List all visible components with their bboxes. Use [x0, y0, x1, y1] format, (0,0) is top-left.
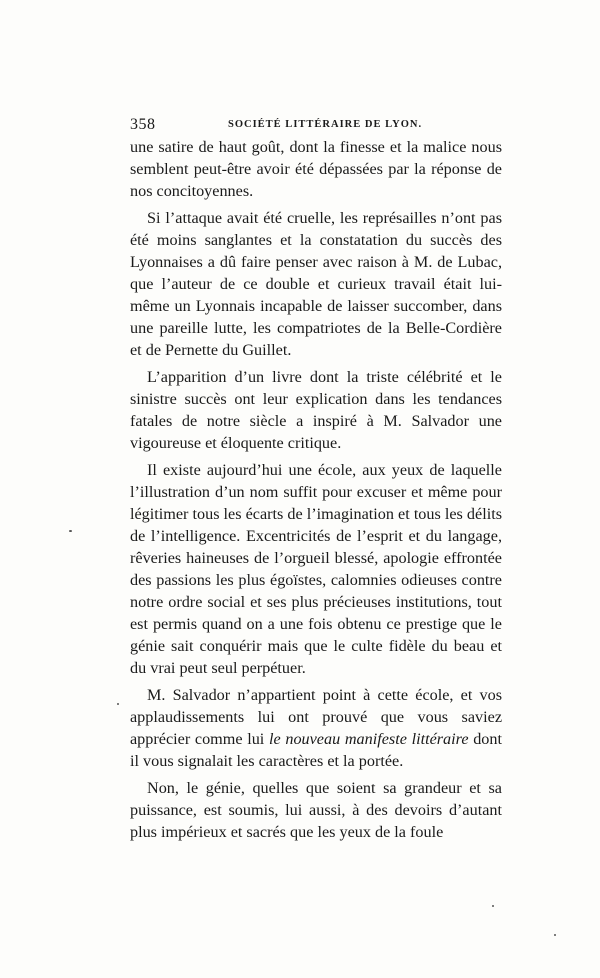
scan-speck: [69, 530, 72, 532]
italic-title: le nouveau manifeste littéraire: [268, 730, 469, 748]
page-header: [130, 116, 502, 136]
paragraph-text: dont il vous signalait les caractères et la portée.: [130, 730, 502, 770]
paragraph: L’apparition d’un livre dont la triste célébrité et le sinistre succès ont leur explication dans les tendances fatales de notre siècle a inspiré à M. Salvador une vigoureuse et éloquente critique.: [130, 368, 502, 452]
paragraph-text: M. Salvador n’appartient point à cette école, et vos applaudissements lui ont prouvé que vous saviez apprécier comme lui: [130, 686, 502, 748]
paragraph: Il existe aujourd’hui une école, aux yeux de laquelle l’illustration d’un nom suffit pour excuser et même pour légitimer tous les écarts de l’imagination et tous les délits de l’intelligence. Excentricités de l’esprit et du langage, rêveries haineuses de l’orgueil blessé, apologie effrontée des passions les plus égoïstes, calomnies odieuses contre notre ordre social et ses plus précieuses institutions, tout est permis quand on a une fois obtenu ce prestige que le génie sait conquérir mais que le culte fidèle du beau et du vrai peut seul perpétuer.: [130, 461, 502, 677]
paragraph: [130, 684, 502, 772]
paragraph: Non, le génie, quelles que soient sa grandeur et sa puissance, est soumis, lui aussi, à des devoirs d’autant plus impérieux et sacrés que les yeux de la foule: [130, 779, 502, 841]
body-text: [130, 136, 502, 843]
running-head: SOCIÉTÉ LITTÉRAIRE DE LYON.: [228, 119, 423, 130]
paragraph: Si l’attaque avait été cruelle, les représailles n’ont pas été moins sanglantes et la constatation du succès des Lyonnaises a dû faire penser avec raison à M. de Lubac, que l’auteur de ce double et curieux travail était lui-même un Lyonnais incapable de laisser succomber, dans une pareille lutte, les compatriotes de la Belle-Cordière et de Pernette du Guillet.: [130, 209, 502, 359]
paragraph: une satire de haut goût, dont la finesse et la malice nous semblent peut-être avoir été dépassées par la réponse de nos concitoyennes.: [130, 138, 502, 200]
scan-speck: [492, 905, 494, 907]
page-number: 358: [130, 116, 156, 133]
scan-speck: [117, 703, 119, 705]
scan-speck: [554, 934, 556, 936]
